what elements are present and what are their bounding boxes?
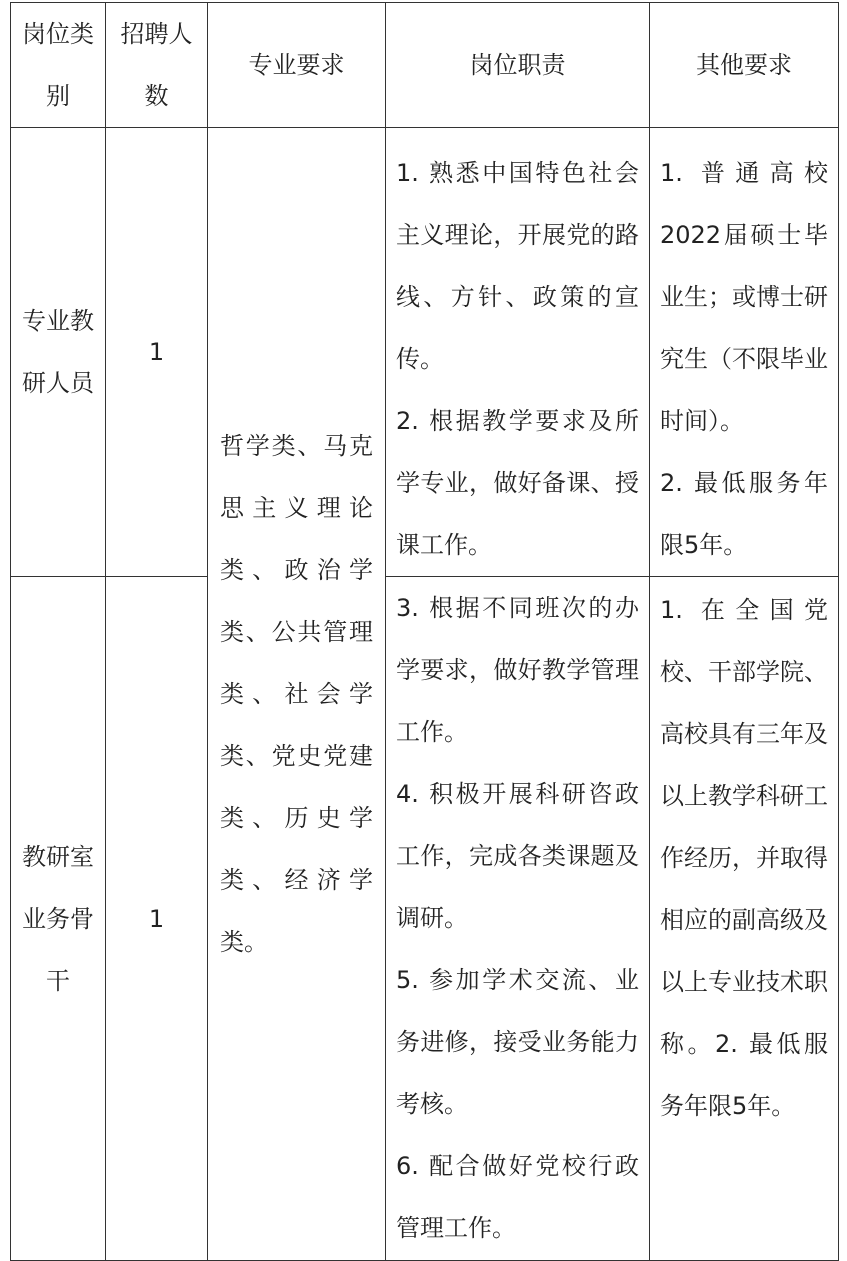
duty-item: 3. 根据不同班次的办学要求，做好教学管理工作。 bbox=[396, 594, 639, 746]
table-row bbox=[11, 577, 839, 1261]
duty-item: 4. 积极开展科研咨政工作，完成各类课题及调研。 bbox=[396, 780, 639, 932]
header-category: 岗位类别 bbox=[11, 3, 106, 128]
duty-item: 6. 配合做好党校行政管理工作。 bbox=[396, 1152, 639, 1242]
header-other: 其他要求 bbox=[650, 3, 839, 128]
other-item: 1. 在全国党校、干部学院、高校具有三年及以上教学科研工作经历，并取得相应的副高级及以上专业技术职称。2. 最低服务年限5年。 bbox=[660, 596, 828, 1120]
major-cell: 哲学类、马克思主义理论类、政治学类、公共管理类、社会学类、党史党建类、历史学类、经济学类。 bbox=[208, 128, 386, 1261]
count-cell: 1 bbox=[106, 577, 208, 1261]
header-major: 专业要求 bbox=[208, 3, 386, 128]
other-cell bbox=[650, 577, 839, 1261]
table-row bbox=[11, 128, 839, 577]
recruitment-table bbox=[10, 2, 839, 1261]
other-cell bbox=[650, 128, 839, 577]
category-cell: 教研室业务骨干 bbox=[11, 577, 106, 1261]
header-duties: 岗位职责 bbox=[386, 3, 650, 128]
count-cell: 1 bbox=[106, 128, 208, 577]
other-item: 1. 普通高校2022届硕士毕业生；或博士研究生（不限毕业时间）。 bbox=[660, 159, 828, 435]
duty-item: 1. 熟悉中国特色社会主义理论，开展党的路线、方针、政策的宣传。 bbox=[396, 159, 639, 373]
duty-item: 2. 根据教学要求及所学专业，做好备课、授课工作。 bbox=[396, 407, 639, 559]
duty-item: 5. 参加学术交流、业务进修，接受业务能力考核。 bbox=[396, 966, 639, 1118]
table-header-row bbox=[11, 3, 839, 128]
other-item: 2. 最低服务年限5年。 bbox=[660, 469, 828, 559]
header-count: 招聘人数 bbox=[106, 3, 208, 128]
category-cell: 专业教研人员 bbox=[11, 128, 106, 577]
duties-cell bbox=[386, 577, 650, 1261]
duties-cell bbox=[386, 128, 650, 577]
